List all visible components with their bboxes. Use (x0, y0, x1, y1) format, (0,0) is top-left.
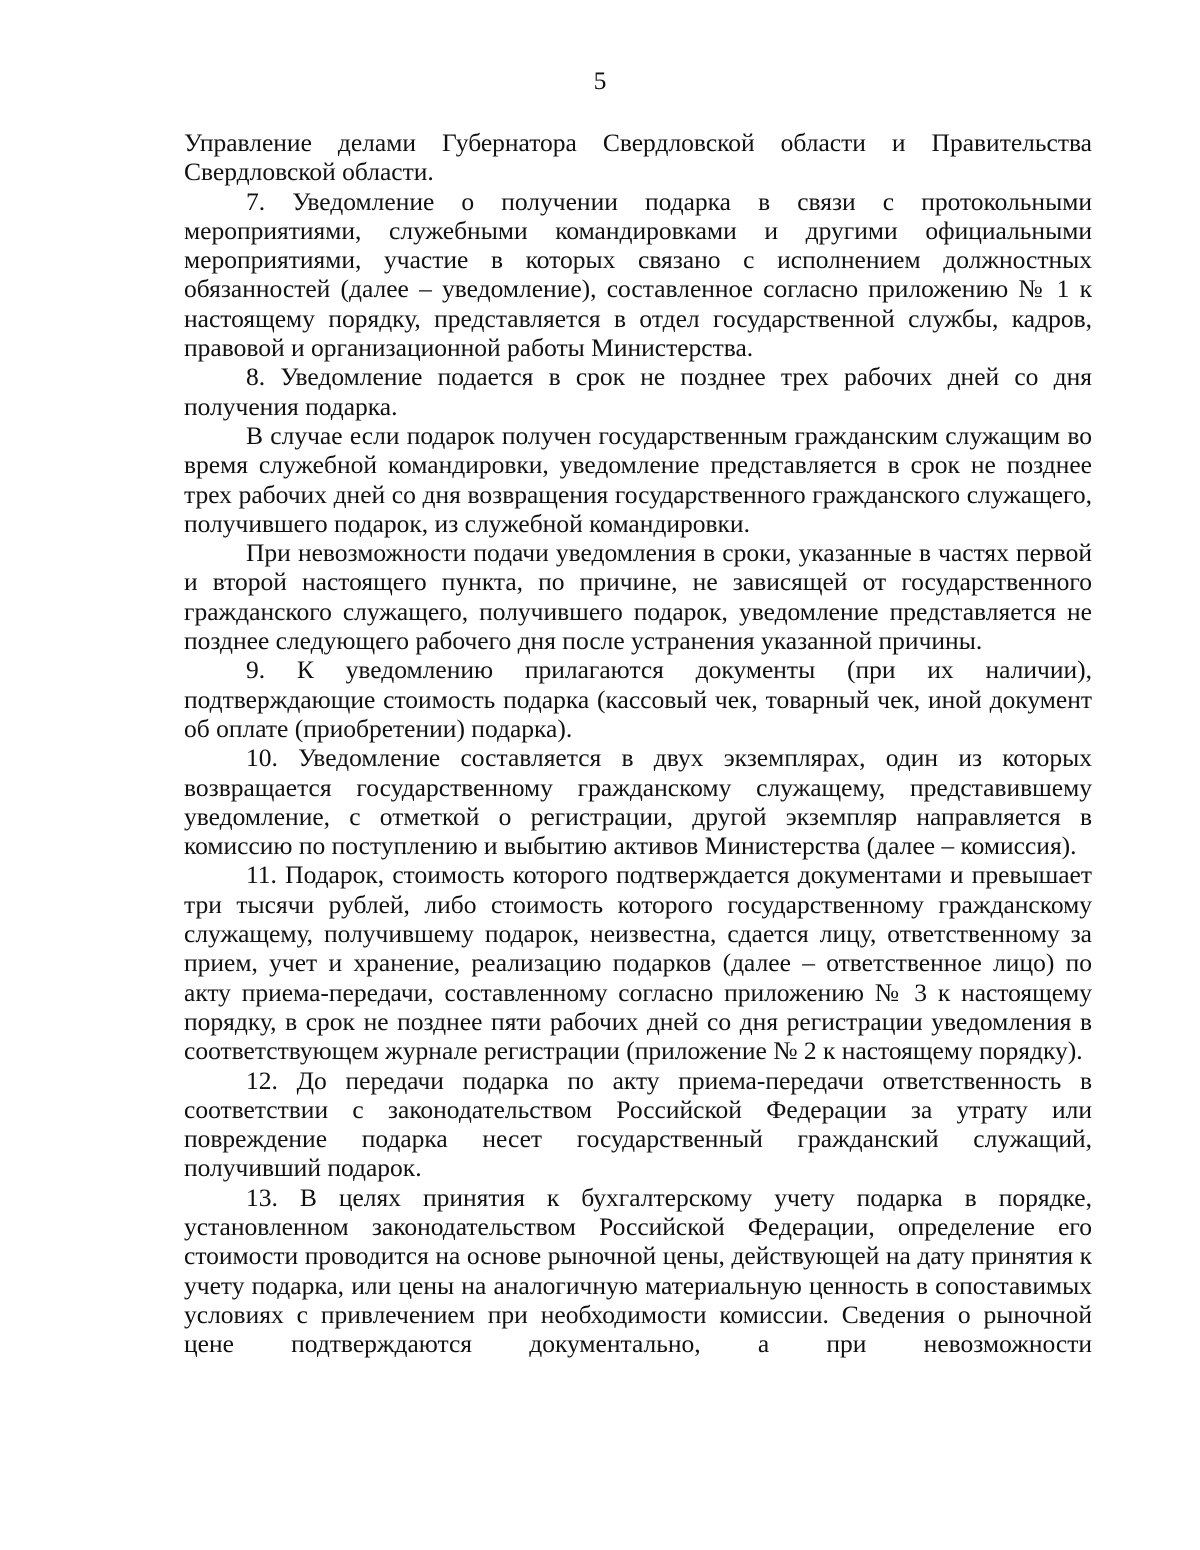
paragraph: В случае если подарок получен государственным гражданским служащим во время служебной командировки, уведомление представляется в срок не позднее трех рабочих дней со дня возвращения государственного гражданского служащего, получившего подарок, из служебной командировки. (184, 420, 1092, 538)
paragraph: 9. К уведомлению прилагаются документы (при их наличии), подтверждающие стоимость подарка (кассовый чек, товарный чек, иной документ об оплате (приобретении) подарка). (184, 655, 1092, 743)
paragraph: 12. До передачи подарка по акту приема-передачи ответственность в соответствии с законодательством Российской Федерации за утрату или повреждение подарка несет государственный гражданский служащий, получивший подарок. (184, 1065, 1092, 1183)
paragraph: 11. Подарок, стоимость которого подтверждается документами и превышает три тысячи рублей, либо стоимость которого государственному гражданскому служащему, получившему подарок, неизвестна, сдается лицу, ответственному за прием, учет и хранение, реализацию подарков (далее – ответственное лицо) по акту приема-передачи, составленному согласно приложению № 3 к настоящему порядку, в срок не позднее пяти рабочих дней со дня регистрации уведомления в соответствующем журнале регистрации (приложение № 2 к настоящему порядку). (184, 860, 1092, 1066)
page-number: 5 (593, 66, 607, 95)
paragraph: 10. Уведомление составляется в двух экземплярах, один из которых возвращается государственному гражданскому служащему, представившему уведомление, с отметкой о регистрации, другой экземпляр направляется в комиссию по поступлению и выбытию активов Министерства (далее – комиссия). (184, 743, 1092, 861)
paragraph: 8. Уведомление подается в срок не позднее трех рабочих дней со дня получения подарка. (184, 362, 1092, 421)
paragraph: 7. Уведомление о получении подарка в связи с протокольными мероприятиями, служебными командировками и другими официальными мероприятиями, участие в которых связано с исполнением должностных обязанностей (далее – уведомление), составленное согласно приложению № 1 к настоящему порядку, представляется в отдел государственной службы, кадров, правовой и организационной работы Министерства. (184, 186, 1092, 363)
paragraph: 13. В целях принятия к бухгалтерскому учету подарка в порядке, установленном законодательством Российской Федерации, определение его стоимости проводится на основе рыночной цены, действующей на дату принятия к учету подарка, или цены на аналогичную материальную ценность в сопоставимых условиях с привлечением при необходимости комиссии. Сведения о рыночной цене подтверждаются документально, а при невозможности (184, 1182, 1092, 1359)
paragraph: При невозможности подачи уведомления в сроки, указанные в частях первой и второй настоящего пункта, по причине, не зависящей от государственного гражданского служащего, получившего подарок, уведомление представляется не позднее следующего рабочего дня после устранения указанной причины. (184, 538, 1092, 656)
paragraph: Управление делами Губернатора Свердловской области и Правительства Свердловской области. (184, 128, 1092, 187)
document-body (184, 128, 1092, 1358)
